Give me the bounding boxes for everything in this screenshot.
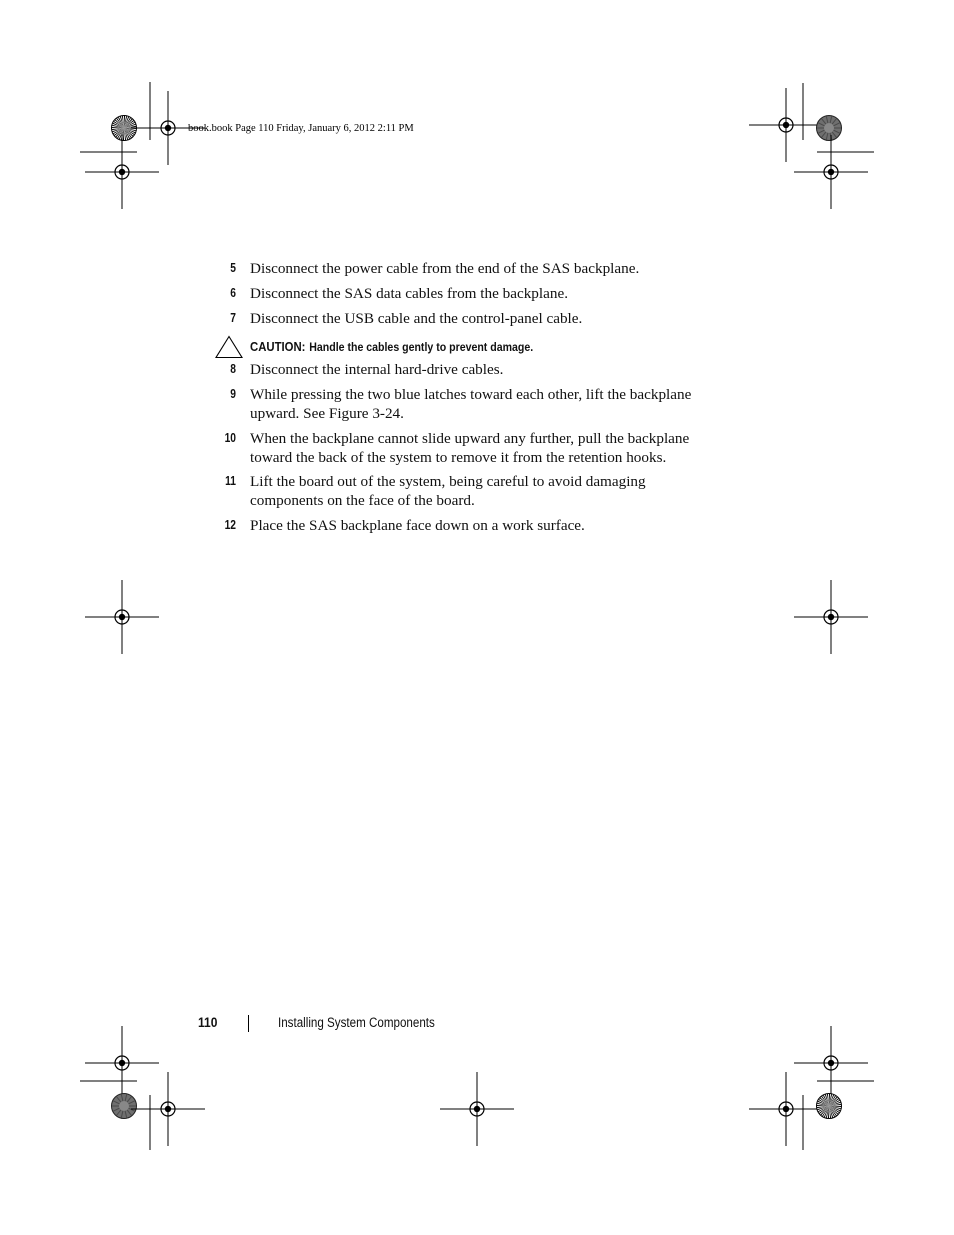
step-number: 10 (224, 431, 236, 445)
page-number: 110 (198, 1014, 218, 1030)
registration-mark-center (119, 169, 125, 175)
registration-mark-center (828, 169, 834, 175)
step-number: 8 (230, 362, 236, 376)
step-text: While pressing the two blue latches toward each other, lift the backplane upward. See Figure 3-24. (250, 386, 692, 422)
registration-mark-center (783, 122, 789, 128)
registration-mark-center (165, 125, 171, 131)
step-number: 7 (230, 311, 236, 325)
registration-mark-center (783, 1106, 789, 1112)
print-slug: book.book Page 110 Friday, January 6, 2012 2:11 PM (188, 123, 414, 134)
registration-mark-center (474, 1106, 480, 1112)
caution-notice (214, 335, 714, 359)
step-text: Disconnect the SAS data cables from the backplane. (250, 285, 568, 302)
step-text: Disconnect the internal hard-drive cables. (250, 361, 504, 378)
caution-text: Handle the cables gently to prevent damage. (309, 340, 534, 354)
step-text: Disconnect the USB cable and the control-panel cable. (250, 310, 583, 327)
step-text: When the backplane cannot slide upward any further, pull the backplane toward the back of the system to remove it from the retention hooks. (250, 430, 690, 466)
step-text: Disconnect the power cable from the end of the SAS backplane. (250, 260, 640, 277)
registration-mark-center (165, 1106, 171, 1112)
step-number: 12 (224, 518, 236, 532)
step-number: 5 (230, 261, 236, 275)
step-text: Lift the board out of the system, being careful to avoid damaging components on the face of the board. (250, 473, 646, 509)
color-wheel-center (824, 123, 834, 133)
registration-mark-center (119, 614, 125, 620)
color-wheel-center (119, 1101, 129, 1111)
registration-mark-center (828, 1060, 834, 1066)
step-number: 11 (225, 474, 236, 488)
footer-separator (248, 1015, 249, 1032)
caution-label: CAUTION: (250, 339, 306, 354)
caution-triangle-icon (214, 335, 244, 359)
registration-mark-center (119, 1060, 125, 1066)
step-number: 6 (230, 286, 236, 300)
footer-section-title: Installing System Components (278, 1015, 435, 1030)
step-text: Place the SAS backplane face down on a work surface. (250, 517, 585, 534)
registration-mark-center (828, 614, 834, 620)
step-number: 9 (230, 387, 236, 401)
